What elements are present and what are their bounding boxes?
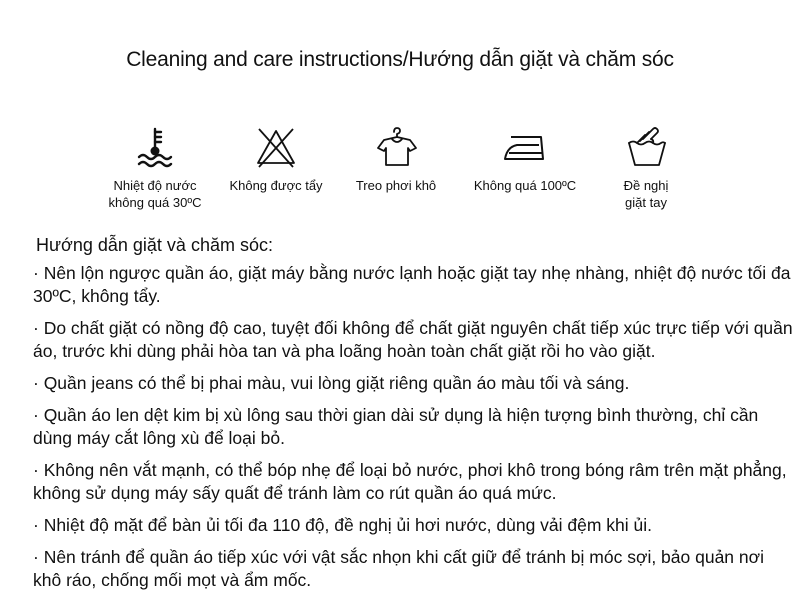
instruction-item: · Không nên vắt mạnh, có thể bóp nhẹ để loại bỏ nước, phơi khô trong bóng râm trên mặt phẳng, không sử dụng máy sấy quất để tránh làm co rút quần áo quá mức.	[33, 460, 787, 503]
instruction-item: · Quần áo len dệt kim bị xù lông sau thời gian dài sử dụng là hiện tượng bình thường, chỉ cần dùng máy cắt lông xù để loại bỏ.	[33, 405, 759, 448]
instruction-item: · Quần jeans có thể bị phai màu, vui lòng giặt riêng quần áo màu tối và sáng.	[33, 373, 630, 393]
care-symbols-row	[0, 125, 800, 225]
care-symbol-water-temp	[85, 125, 225, 211]
hand-wash-icon	[623, 125, 669, 169]
instruction-item: · Do chất giặt có nồng độ cao, tuyệt đối không để chất giặt nguyên chất tiếp xúc trực tiếp với quần áo, trước khi dùng phải hòa tan và pha loãng hoàn toàn chất giặt rồi ho vào giặt.	[33, 318, 793, 361]
instruction-list	[33, 262, 793, 601]
care-label: Không quá 100ºC	[473, 178, 577, 193]
care-label: Đề nghị giặt tay	[623, 178, 669, 210]
care-label: Treo phơi khô	[355, 178, 437, 193]
care-symbol-hang-dry	[326, 125, 466, 194]
care-label: Không được tẩy	[229, 178, 323, 193]
section-title: Hướng dẫn giặt và chăm sóc:	[36, 235, 273, 255]
page-title: Cleaning and care instructions/Hướng dẫn giặt và chăm sóc	[126, 48, 674, 71]
water-temperature-icon	[133, 125, 177, 169]
iron-icon	[501, 125, 549, 169]
hang-dry-icon	[374, 125, 418, 169]
care-symbol-iron	[455, 125, 595, 194]
instruction-item: · Nên lộn ngược quần áo, giặt máy bằng nước lạnh hoặc giặt tay nhẹ nhàng, nhiệt độ nước tối đa 30ºC, không tẩy.	[33, 263, 791, 306]
no-bleach-icon	[253, 125, 299, 169]
care-label: Nhiệt độ nước không quá 30ºC	[108, 178, 202, 210]
instruction-item: · Nên tránh để quần áo tiếp xúc với vật sắc nhọn khi cất giữ để tránh bị móc sợi, bảo quản nơi khô ráo, chống mối mọt và ẩm mốc.	[33, 547, 765, 590]
care-symbol-no-bleach	[206, 125, 346, 194]
care-symbol-hand-wash	[576, 125, 716, 211]
instruction-item: · Nhiệt độ mặt để bàn ủi tối đa 110 độ, đề nghị ủi hơi nước, dùng vải đệm khi ủi.	[33, 515, 653, 535]
